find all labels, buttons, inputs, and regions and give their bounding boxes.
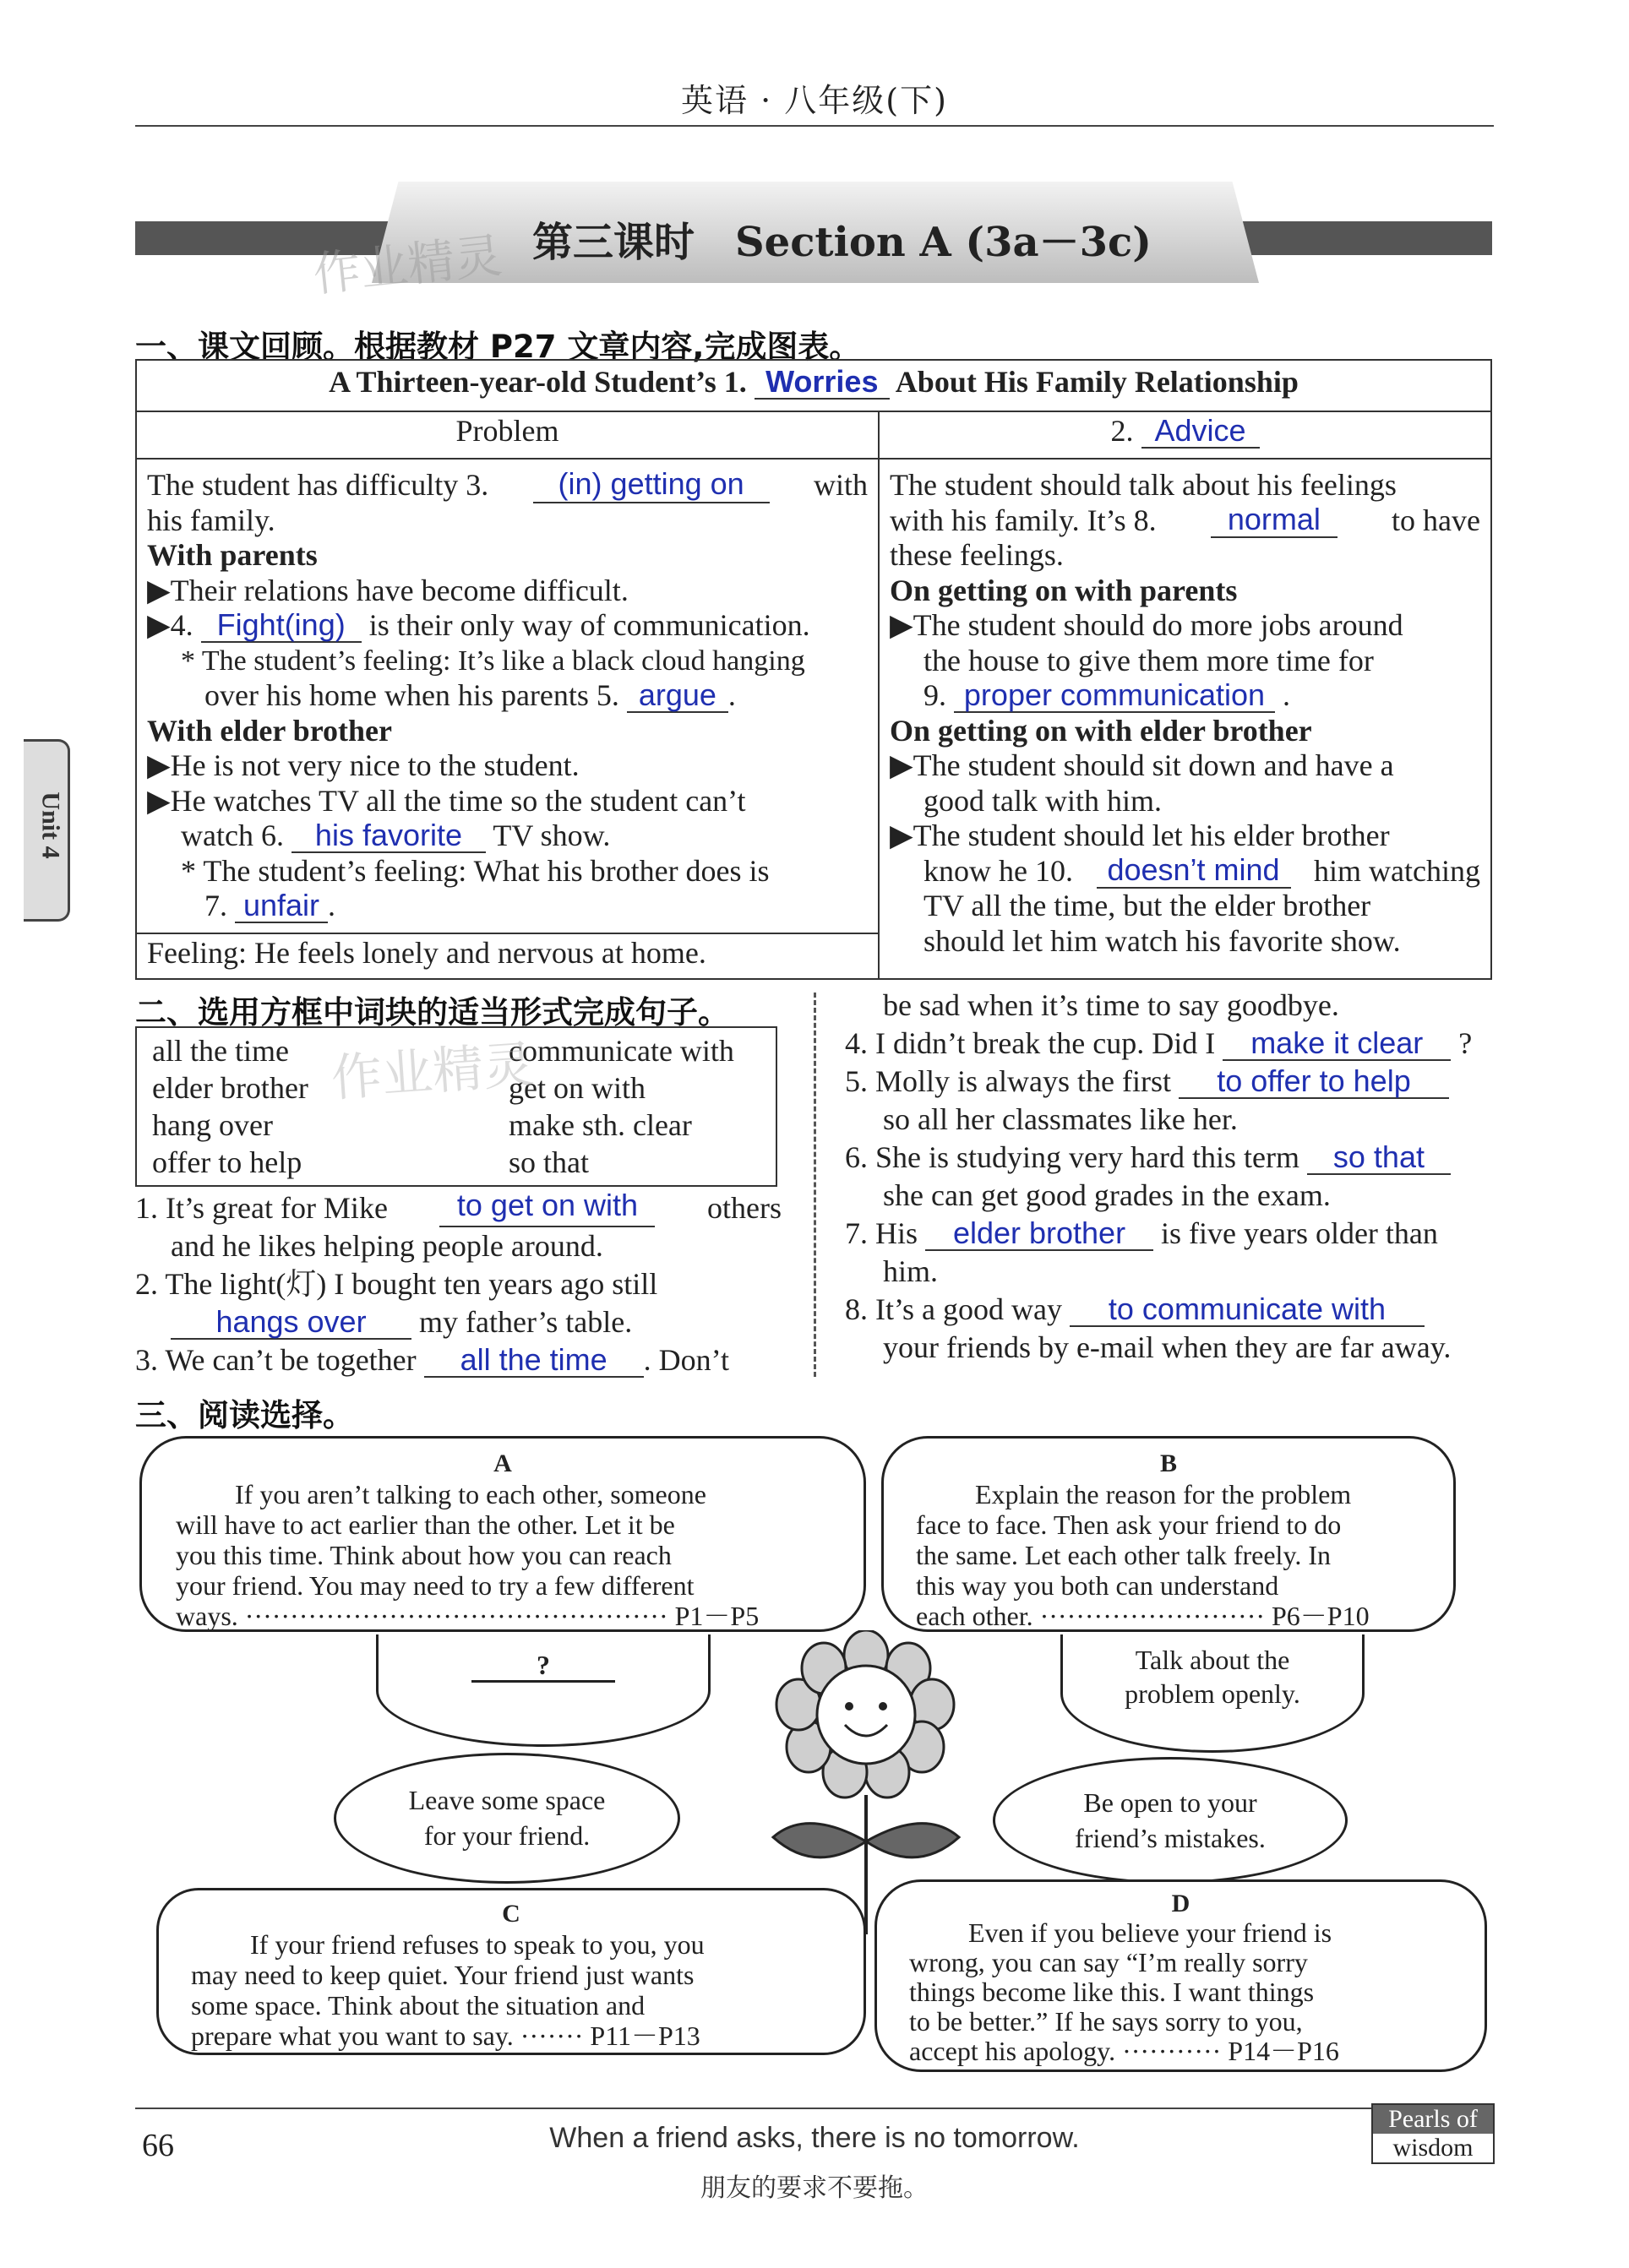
heading-with-brother: With elder brother — [147, 713, 392, 748]
pearls-badge: Pearls of wisdom — [1371, 2103, 1495, 2164]
footer-rule — [135, 2108, 1494, 2109]
passage-c: C If your friend refuses to speak to you, you may need to keep quiet. Your friend just wants some space. Think about the situation and prepare what you want to say. ······· P11－P13 — [156, 1888, 866, 2055]
advice-cell: The student should talk about his feelings with his family. It’s 8. normal to have these feelings. On getting on with parents ▶The student should do more jobs around the house to give them more time for 9. proper communication . On getting on with elder brother ▶The student should sit down and have a good talk with him. ▶The student should let his elder brother know he 10. doesn’t mind him watching TV all the time, but the elder brother should let him watch his favorite show. — [879, 459, 1491, 979]
answer-blank-question[interactable]: ? — [471, 1651, 615, 1683]
answer-s7[interactable]: elder brother — [925, 1217, 1153, 1251]
answer-1[interactable]: Worries — [755, 366, 890, 400]
speech-leave-space: Leave some space for your friend. — [334, 1753, 680, 1884]
speech-be-open: Be open to your friend’s mistakes. — [993, 1757, 1348, 1884]
answer-3[interactable]: (in) getting on — [533, 468, 770, 503]
banner-bar-right — [1234, 221, 1492, 255]
answer-6[interactable]: his favorite — [291, 819, 486, 853]
heading-with-parents: With parents — [147, 538, 318, 572]
part2-divider — [814, 993, 816, 1377]
answer-9[interactable]: proper communication — [954, 679, 1275, 713]
part2-instruction: 二、选用方框中词块的适当形式完成句子。 — [135, 994, 729, 1031]
answer-4[interactable]: Fight(ing) — [201, 609, 362, 643]
header-subject: 英语 · 八年级(下) — [681, 82, 948, 119]
part1-instruction: 一、课文回顾。根据教材 P27 文章内容,完成图表。 — [135, 329, 861, 365]
header-rule — [135, 125, 1494, 127]
lesson-title: 第三课时 Section A (3a－3c) — [532, 219, 1152, 266]
answer-s6[interactable]: so that — [1307, 1141, 1451, 1175]
banner-watermark: 作业精灵 — [310, 228, 505, 303]
footer-quote-cn: 朋友的要求不要拖。 — [700, 2173, 929, 2203]
speech-talk: Talk about the problem openly. — [1060, 1634, 1365, 1753]
passage-d: D Even if you believe your friend is wrong, you can say “I’m really sorry things become like this. I want things to be better.” If he says sorry to you, accept his apology. ··········· P14－P16 — [874, 1879, 1487, 2072]
answer-2[interactable]: Advice — [1141, 415, 1260, 449]
answer-s4[interactable]: make it clear — [1223, 1027, 1451, 1061]
col-problem: Problem — [136, 411, 879, 459]
answer-8[interactable]: normal — [1211, 503, 1338, 539]
passage-a: A If you aren’t talking to each other, someone will have to act earlier than the other. Let it be you this time. Think about how you can reach your friend. You may need to try a few different ways. ··············································· P1－P5 — [139, 1436, 866, 1632]
word-box-watermark: 作业精灵 — [329, 1035, 537, 1109]
speech-question — [376, 1634, 711, 1747]
page-number: 66 — [142, 2128, 174, 2163]
answer-s1[interactable]: to get on with — [439, 1189, 655, 1227]
footer-quote-en: When a friend asks, there is no tomorrow. — [549, 2122, 1080, 2154]
word-box-left: all the time elder brother hang over offer to help — [152, 1034, 308, 1179]
problem-line-1: The student has difficulty 3. (in) getting on with — [147, 466, 868, 502]
word-box-right: communicate with get on with make sth. clear so that — [509, 1034, 734, 1179]
answer-s2[interactable]: hangs over — [171, 1306, 411, 1340]
heading-on-parents: On getting on with parents — [890, 573, 1238, 607]
passage-b: B Explain the reason for the problem face to face. Then ask your friend to do the same. Let each other talk freely. In this way you both can understand each other. ························· P6－P10 — [881, 1436, 1456, 1632]
answer-s3[interactable]: all the time — [424, 1344, 644, 1378]
answer-5[interactable]: argue — [627, 679, 728, 713]
review-table — [135, 359, 1492, 980]
part3-instruction: 三、阅读选择。 — [135, 1397, 354, 1433]
answer-7[interactable]: unfair — [235, 889, 328, 923]
feeling-row: Feeling: He feels lonely and nervous at home. — [136, 933, 879, 979]
col-advice: 2. Advice — [879, 411, 1491, 459]
part2-right-sentences: be sad when it’s time to say goodbye. 4. I didn’t break the cup. Did I make it clear ? 5. Molly is always the first to offer to help so all her classmates like her. 6. She is studying very hard this term so that she can get good grades in the exam. 7. His elder brother is five years older than him. 8. It’s a good way to communicate with your friends by e-mail when they are far away. — [845, 988, 1473, 1364]
leaf-right — [866, 1824, 959, 1857]
problem-cell: The student has difficulty 3. (in) getting on with his family. With parents ▶Their relations have become difficult. ▶4. Fight(ing) is their only way of communication. * The student’s feeling: It’s like a black cloud hanging over his home when his parents 5. argue . With elder brother ▶He is not very nice to the student. ▶He watches TV all the time so the student can’t watch 6. his favorite TV show. * The student’s feeling: What his brother does is 7. unfair . — [136, 459, 879, 933]
part2-left-sentences: 1. It’s great for Mike to get on with others and he likes helping people around. 2. The light(灯) I bought ten years ago still hangs over my father’s table. 3. We can’t be together all the time . Don’t — [135, 1188, 782, 1377]
answer-s8[interactable]: to communicate with — [1070, 1293, 1425, 1327]
leaf-left — [773, 1824, 866, 1857]
unit-side-tab-label: Unit 4 — [36, 791, 65, 859]
flower-face — [817, 1666, 915, 1764]
answer-s5[interactable]: to offer to help — [1179, 1065, 1449, 1099]
word-box — [135, 1026, 777, 1187]
answer-10[interactable]: doesn’t mind — [1097, 854, 1291, 889]
table-title: A Thirteen-year-old Student’s 1. Worries About His Family Relationship — [136, 360, 1491, 411]
heading-on-brother: On getting on with elder brother — [890, 713, 1312, 748]
problem-line-4: ▶4. Fight(ing) is their only way of communication. — [147, 607, 810, 642]
